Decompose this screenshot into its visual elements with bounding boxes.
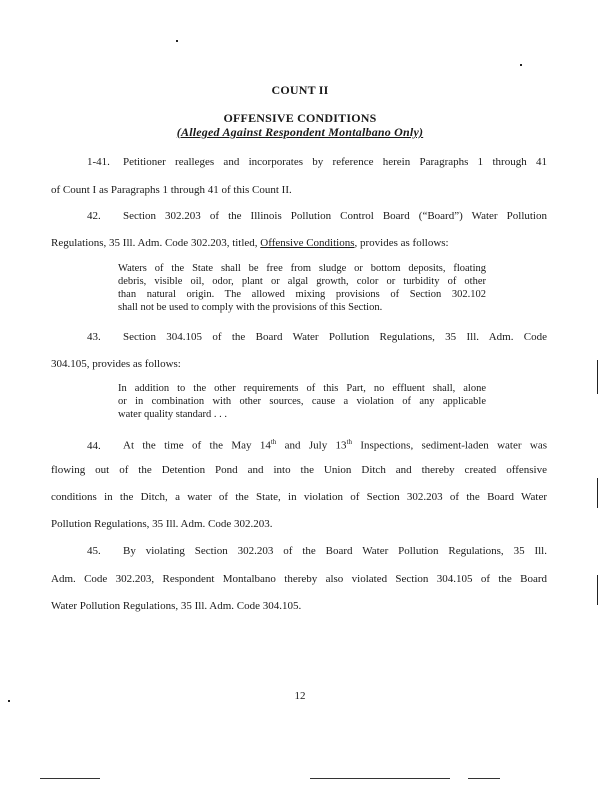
quote-line: Waters of the State shall be free from sludge or bottom deposits, floating <box>118 263 486 274</box>
paragraph-text: Regulations, 35 Ill. Adm. Code 302.203, titled, <box>51 237 261 249</box>
paragraph-number: 44. <box>87 439 101 452</box>
ordinal-suffix: th <box>270 438 277 446</box>
paragraph-text: By violating Section 302.203 of the Board Water Pollution Regulations, 35 Ill. <box>123 545 547 557</box>
footer-rule <box>40 778 100 779</box>
paragraph-42-line-2 <box>51 236 547 250</box>
quote-line: or in combination with other sources, cause a violation of any applicable <box>118 396 486 407</box>
paragraph-text: Inspections, sediment-laden water was <box>352 439 547 452</box>
quote-line: than natural origin. The allowed mixing provisions of Section 302.102 <box>118 289 486 300</box>
paragraph-1-41-line-1 <box>87 155 547 169</box>
block-quote-302-203 <box>118 262 486 314</box>
paragraph-45-line-1 <box>87 544 547 558</box>
page-number: 12 <box>294 690 306 702</box>
quote-line: water quality standard . . . <box>118 409 228 420</box>
paragraph-number: 43. <box>87 331 101 343</box>
scan-edge-mark <box>597 360 598 394</box>
quote-line: shall not be used to comply with the provisions of this Section. <box>118 302 383 313</box>
paragraph-44-line-1 <box>87 435 547 453</box>
paragraph-44-line-3: conditions in the Ditch, a water of the State, in violation of Section 302.203 of the Board Water <box>51 491 547 503</box>
paragraph-text: Petitioner realleges and incorporates by reference herein Paragraphs 1 through 41 <box>123 156 547 168</box>
count-heading: COUNT II <box>271 83 329 97</box>
scan-edge-mark <box>597 575 598 605</box>
paragraph-number: 42. <box>87 210 101 222</box>
paragraph-44-line-4: Pollution Regulations, 35 Ill. Adm. Code 302.203. <box>51 518 273 530</box>
block-quote-304-105 <box>118 382 486 421</box>
paragraph-43-line-2: 304.105, provides as follows: <box>51 358 181 370</box>
footer-rule <box>310 778 450 779</box>
paragraph-45-line-3: Water Pollution Regulations, 35 Ill. Adm. Code 304.105. <box>51 600 302 612</box>
paragraph-1-41-line-2: of Count I as Paragraphs 1 through 41 of this Count II. <box>51 184 292 196</box>
paragraph-text: and July 13 <box>276 439 347 452</box>
paragraph-text: Section 302.203 of the Illinois Pollution Control Board (“Board”) Water Pollution <box>123 210 547 222</box>
footer-rule <box>468 778 500 779</box>
paragraph-44-line-2: flowing out of the Detention Pond and into the Union Ditch and thereby created offensive <box>51 464 547 476</box>
paragraph-text: At the time of the May 14 <box>123 439 271 452</box>
paragraph-text: Section 304.105 of the Board Water Pollution Regulations, 35 Ill. Adm. Code <box>123 331 547 343</box>
scan-speck <box>8 700 10 702</box>
paragraph-number: 45. <box>87 545 101 557</box>
regulation-title: Offensive Conditions <box>260 237 355 249</box>
paragraph-43-line-1 <box>87 330 547 344</box>
paragraph-45-line-2: Adm. Code 302.203, Respondent Montalbano thereby also violated Section 304.105 of the Board <box>51 573 547 585</box>
scan-speck <box>176 40 178 42</box>
paragraph-text: , provides as follows: <box>354 237 449 249</box>
quote-line: debris, visible oil, odor, plant or algal growth, color or turbidity of other <box>118 276 486 287</box>
section-subtitle: (Alleged Against Respondent Montalbano Only) <box>176 125 424 139</box>
paragraph-number: 1-41. <box>87 156 110 168</box>
paragraph-42-line-1 <box>87 209 547 223</box>
scan-speck <box>520 64 522 66</box>
ordinal-suffix: th <box>346 438 353 446</box>
scan-edge-mark <box>597 478 598 508</box>
section-title: OFFENSIVE CONDITIONS <box>223 111 377 125</box>
quote-line: In addition to the other requirements of this Part, no effluent shall, alone <box>118 383 486 394</box>
